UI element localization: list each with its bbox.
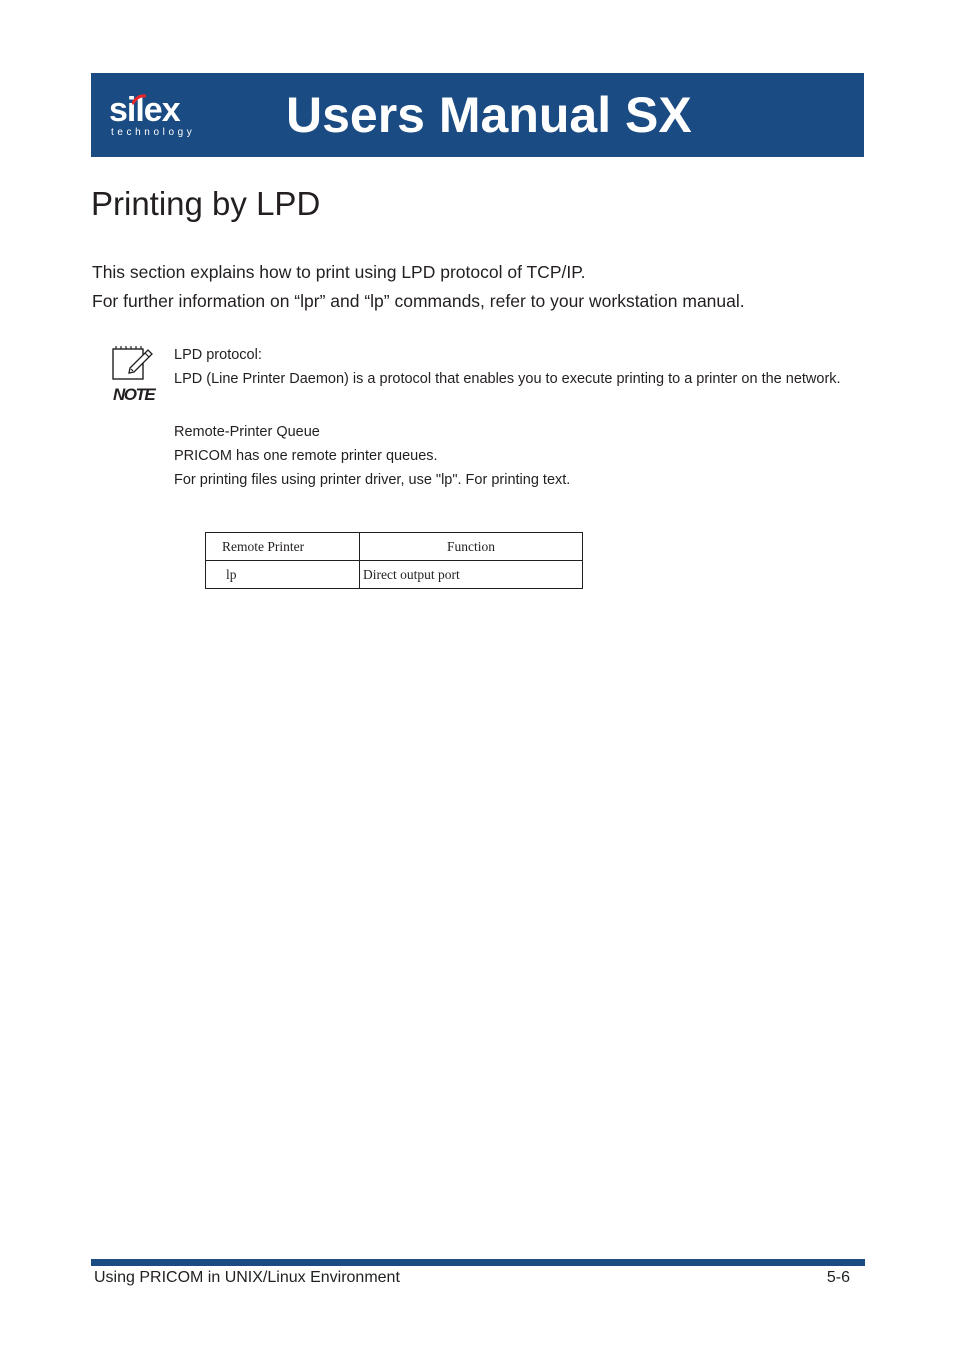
silex-logo (109, 93, 209, 139)
logo-subtext: technology (111, 127, 196, 138)
manual-title: Users Manual SX (286, 87, 692, 143)
footer-rule (91, 1259, 865, 1266)
note-icon (110, 344, 166, 408)
note-queue-text-1: PRICOM has one remote printer queues. (174, 448, 438, 464)
header-banner (91, 73, 864, 157)
note-body (174, 343, 864, 492)
remote-printer-table (205, 532, 583, 589)
intro-text (92, 258, 872, 316)
table-cell-function: Direct output port (360, 561, 583, 589)
footer-chapter-title: Using PRICOM in UNIX/Linux Environment (94, 1269, 400, 1286)
note-protocol-heading: LPD protocol: (174, 347, 262, 363)
table-header-remote-printer: Remote Printer (206, 533, 360, 561)
note-queue-text-2: For printing files using printer driver, use "lp". For printing text. (174, 472, 571, 488)
logo-swoosh-icon (132, 94, 146, 106)
table-cell-queue: lp (206, 561, 360, 589)
note-gap (174, 391, 864, 420)
intro-line-1: This section explains how to print using LPD protocol of TCP/IP. (92, 262, 586, 282)
table-row (206, 561, 583, 589)
table-header-function: Function (360, 533, 583, 561)
note-queue-heading: Remote-Printer Queue (174, 424, 320, 440)
logo-wordmark: silex (109, 91, 180, 129)
notepad-pencil-icon (110, 344, 154, 384)
footer-page-number: 5-6 (826, 1269, 850, 1286)
section-title: Printing by LPD (91, 185, 321, 222)
intro-line-2: For further information on “lpr” and “lp” commands, refer to your workstation manual. (92, 291, 745, 311)
table-header-row (206, 533, 583, 561)
note-protocol-text: LPD (Line Printer Daemon) is a protocol that enables you to execute printing to a printer on the network. (174, 371, 841, 387)
note-label: NOTE (113, 385, 155, 404)
